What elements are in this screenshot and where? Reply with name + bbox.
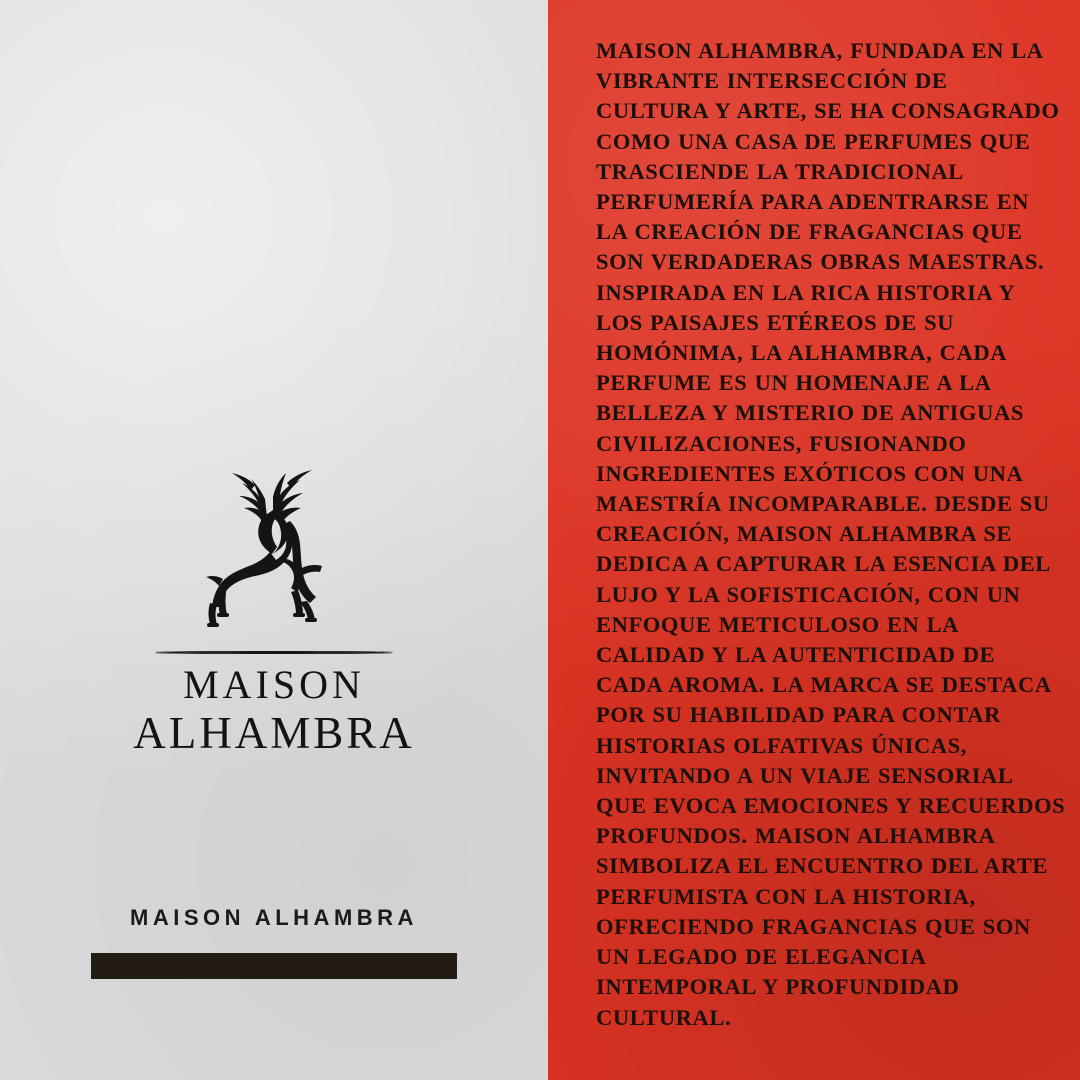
brand-lockup — [0, 455, 548, 756]
footer-accent-bar — [91, 953, 457, 979]
logo-divider-rule — [155, 651, 393, 653]
stag-deer-logo-icon — [169, 455, 379, 655]
brand-description-panel — [548, 0, 1080, 1080]
brand-name-line-1: MAISON — [183, 662, 365, 707]
footer-brand-label: MAISON ALHAMBRA — [130, 905, 418, 930]
brand-description-text: MAISON ALHAMBRA, FUNDADA EN LA VIBRANTE INTERSECCIÓN DE CULTURA Y ARTE, SE HA CONSAGRADO COMO UNA CASA DE PERFUMES QUE TRASCIENDE LA TRADICIONAL PERFUMERÍA PARA ADENTRARSE EN LA CREACIÓN DE FRAGANCIAS QUE SON VERDADERAS OBRAS MAESTRAS. INSPIRADA EN LA RICA HISTORIA Y LOS PAISAJES ETÉREOS DE SU HOMÓNIMA, LA ALHAMBRA, CADA PERFUME ES UN HOMENAJE A LA BELLEZA Y MISTERIO DE ANTIGUAS CIVILIZACIONES, FUSIONANDO INGREDIENTES EXÓTICOS CON UNA MAESTRÍA INCOMPARABLE. DESDE SU CREACIÓN, MAISON ALHAMBRA SE DEDICA A CAPTURAR LA ESENCIA DEL LUJO Y LA SOFISTICACIÓN, CON UN ENFOQUE METICULOSO EN LA CALIDAD Y LA AUTENTICIDAD DE CADA AROMA. LA MARCA SE DESTACA POR SU HABILIDAD PARA CONTAR HISTORIAS OLFATIVAS ÚNICAS, INVITANDO A UN VIAJE SENSORIAL QUE EVOCA EMOCIONES Y RECUERDOS PROFUNDOS. MAISON ALHAMBRA SIMBOLIZA EL ENCUENTRO DEL ARTE PERFUMISTA CON LA HISTORIA, OFRECIENDO FRAGANCIAS QUE SON UN LEGADO DE ELEGANCIA INTEMPORAL Y PROFUNDIDAD CULTURAL. — [596, 38, 1066, 1030]
footer-block — [0, 905, 548, 979]
brand-name-line-2: ALHAMBRA — [133, 708, 415, 758]
